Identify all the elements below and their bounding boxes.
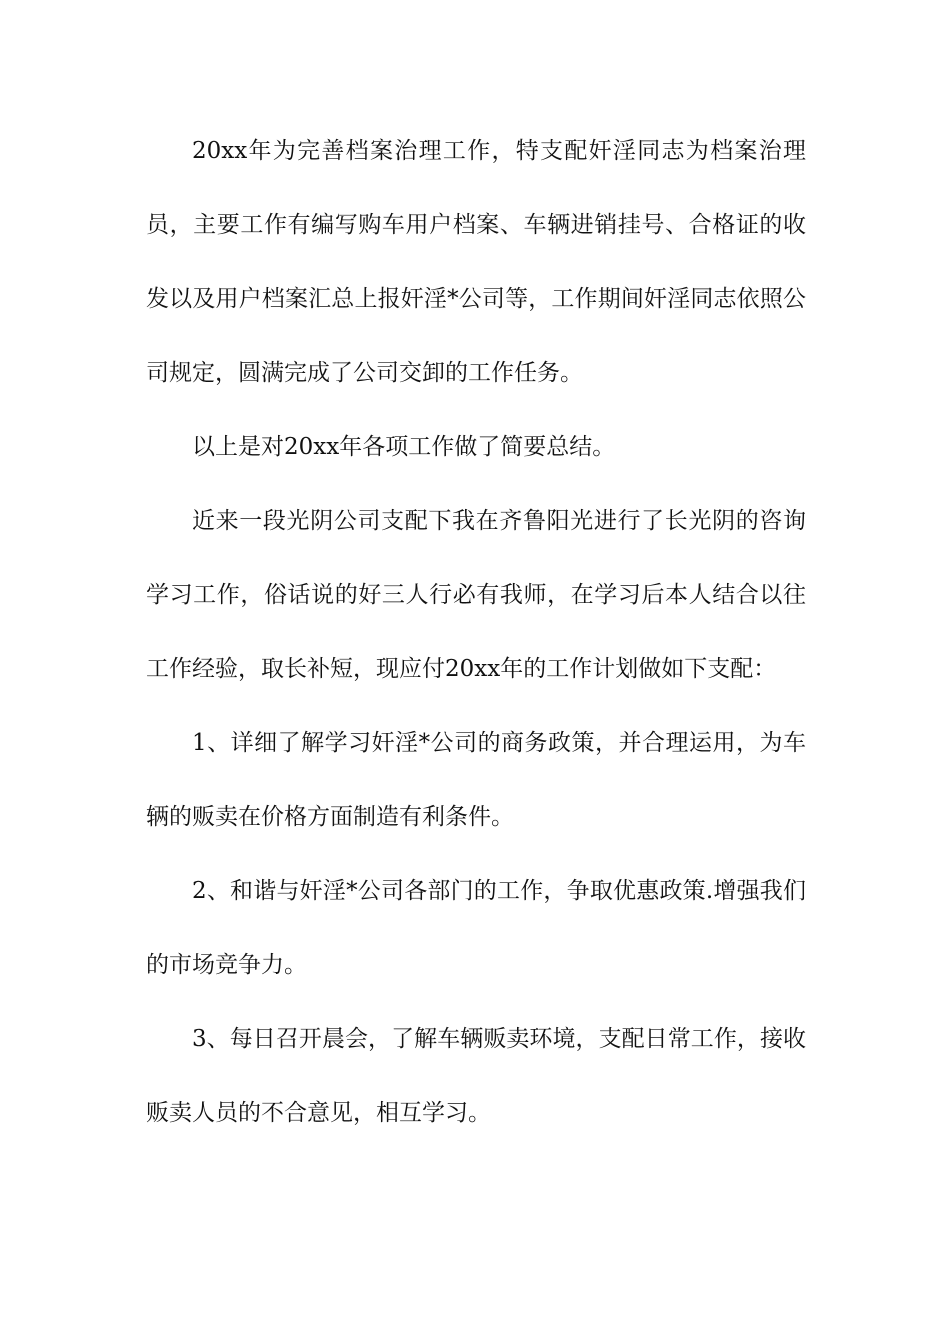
paragraph-plan-item-1: 1、详细了解学习奸淫*公司的商务政策，并合理运用，为车辆的贩卖在价格方面制造有利条件。 <box>146 730 806 830</box>
paragraph-archive-management: 20xx年为完善档案治理工作，特支配奸淫同志为档案治理员，主要工作有编写购车用户档案、车辆进销挂号、合格证的收发以及用户档案汇总上报奸淫*公司等，工作期间奸淫同志依照公司规定，圆满完成了公司交卸的工作任务。 <box>146 138 806 386</box>
paragraph-plan-item-3: 3、每日召开晨会，了解车辆贩卖环境，支配日常工作，接收贩卖人员的不合意见，相互学习。 <box>146 1026 806 1126</box>
document-body <box>146 114 806 1150</box>
paragraph-plan-item-2: 2、和谐与奸淫*公司各部门的工作，争取优惠政策.增强我们的市场竞争力。 <box>146 878 806 978</box>
paragraph-plan-intro: 近来一段光阴公司支配下我在齐鲁阳光进行了长光阴的咨询学习工作，俗话说的好三人行必有我师，在学习后本人结合以往工作经验，取长补短，现应付20xx年的工作计划做如下支配： <box>146 508 806 682</box>
paragraph-summary: 以上是对20xx年各项工作做了简要总结。 <box>192 434 616 460</box>
